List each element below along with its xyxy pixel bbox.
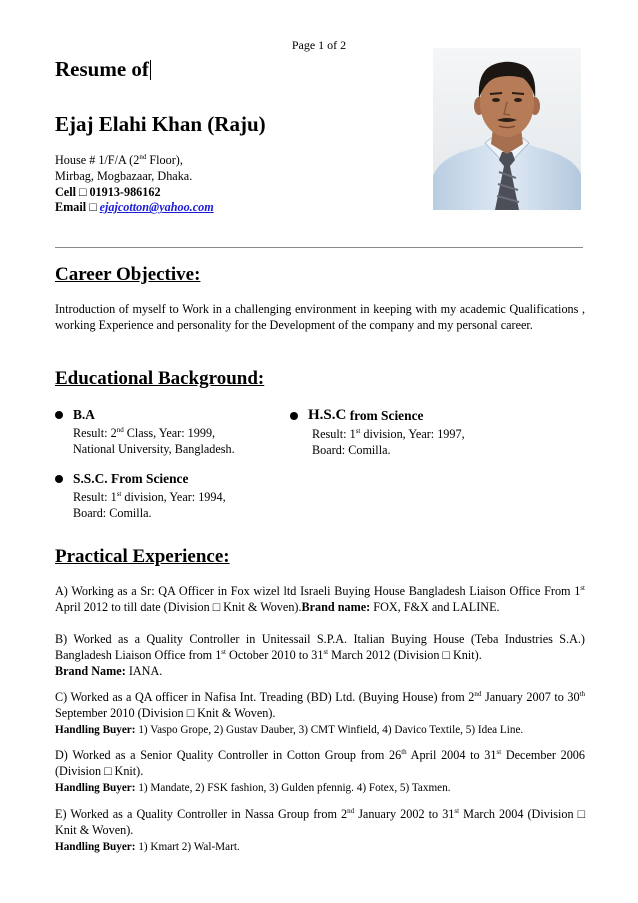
ssc-title: S.S.C. From Science <box>55 471 315 487</box>
experience-heading: Practical Experience: <box>55 546 230 567</box>
cell-line: Cell □ 01913-986162 <box>55 184 161 199</box>
email-link[interactable]: ejajcotton@yahoo.com <box>99 200 214 215</box>
experience-b: B) Worked as a Quality Controller in Unitessail S.P.A. Italian Buying House (Teba Industries S.A.) Bangladesh Liaison Office from 1st October 2010 to 31st March 2012 (Division □ Knit). Brand Name: IANA. <box>55 632 585 678</box>
experience-a: A) Working as a Sr: QA Officer in Fox wizel ltd Israeli Buying House Bangladesh Liaison Office From 1st April 2012 to till date (Division □ Knit & Woven).Brand name: FOX, F&X and LALINE. <box>55 584 585 614</box>
hsc-board: Board: Comilla. <box>312 443 391 457</box>
candidate-name: Ejaj Elahi Khan (Raju) <box>55 112 266 136</box>
experience-c: C) Worked as a QA officer in Nafisa Int. Treading (BD) Ltd. (Buying House) from 2nd January 2007 to 30th September 2010 (Division □ Knit & Woven). Handling Buyer: 1) Vaspo Grope, 2) Gustav Dauber, 3) CMT Winfield, 4) Davico Textile, 5) Idea Line. <box>55 690 586 736</box>
education-heading: Educational Background: <box>55 368 265 389</box>
profile-photo <box>433 48 581 210</box>
hsc-result: Result: 1st division, Year: 1997, <box>312 427 465 441</box>
hsc-title: H.S.C from Science <box>290 407 550 424</box>
ba-title: B.A <box>55 407 315 423</box>
career-objective-text: Introduction of myself to Work in a challenging environment in keeping with my academic Qualifications , working Experience and personality for the Development of the company and my personal career. <box>55 302 585 332</box>
education-ssc <box>55 471 315 521</box>
experience-d: D) Worked as a Senior Quality Controller in Cotton Group from 26th April 2004 to 31st December 2006 (Division □ Knit). Handling Buyer: 1) Mandate, 2) FSK fashion, 3) Gulden pfennig. 4) Fotex, 5) Taxmen. <box>55 748 585 794</box>
email-line: Email □ ejajcotton@yahoo.com <box>55 200 214 215</box>
ba-result: Result: 2nd Class, Year: 1999, <box>73 426 216 440</box>
ssc-result: Result: 1st division, Year: 1994, <box>73 490 226 504</box>
address-line-2: Mirbag, Mogbazaar, Dhaka. <box>55 168 193 183</box>
contact-block <box>55 153 214 216</box>
address-line-1: House # 1/F/A (2nd Floor), <box>55 153 183 167</box>
bullet-icon <box>55 411 63 419</box>
ba-institution: National University, Bangladesh. <box>73 442 235 456</box>
text-cursor <box>150 60 151 80</box>
education-hsc <box>290 407 550 458</box>
education-ba <box>55 407 315 457</box>
bullet-icon <box>290 412 298 420</box>
bullet-icon <box>55 475 63 483</box>
ba-details <box>73 425 315 457</box>
section-divider <box>55 247 583 248</box>
portrait-image <box>433 48 581 210</box>
career-objective-heading: Career Objective: <box>55 264 201 285</box>
ssc-board: Board: Comilla. <box>73 506 152 520</box>
experience-e: E) Worked as a Quality Controller in Nassa Group from 2nd January 2002 to 31st March 2004 (Division □ Knit & Woven). Handling Buyer: 1) Kmart 2) Wal-Mart. <box>55 807 585 853</box>
hsc-details <box>312 426 550 458</box>
page-number: Page 1 of 2 <box>291 38 347 52</box>
resume-title: Resume of <box>55 57 149 81</box>
ssc-details <box>73 489 315 521</box>
